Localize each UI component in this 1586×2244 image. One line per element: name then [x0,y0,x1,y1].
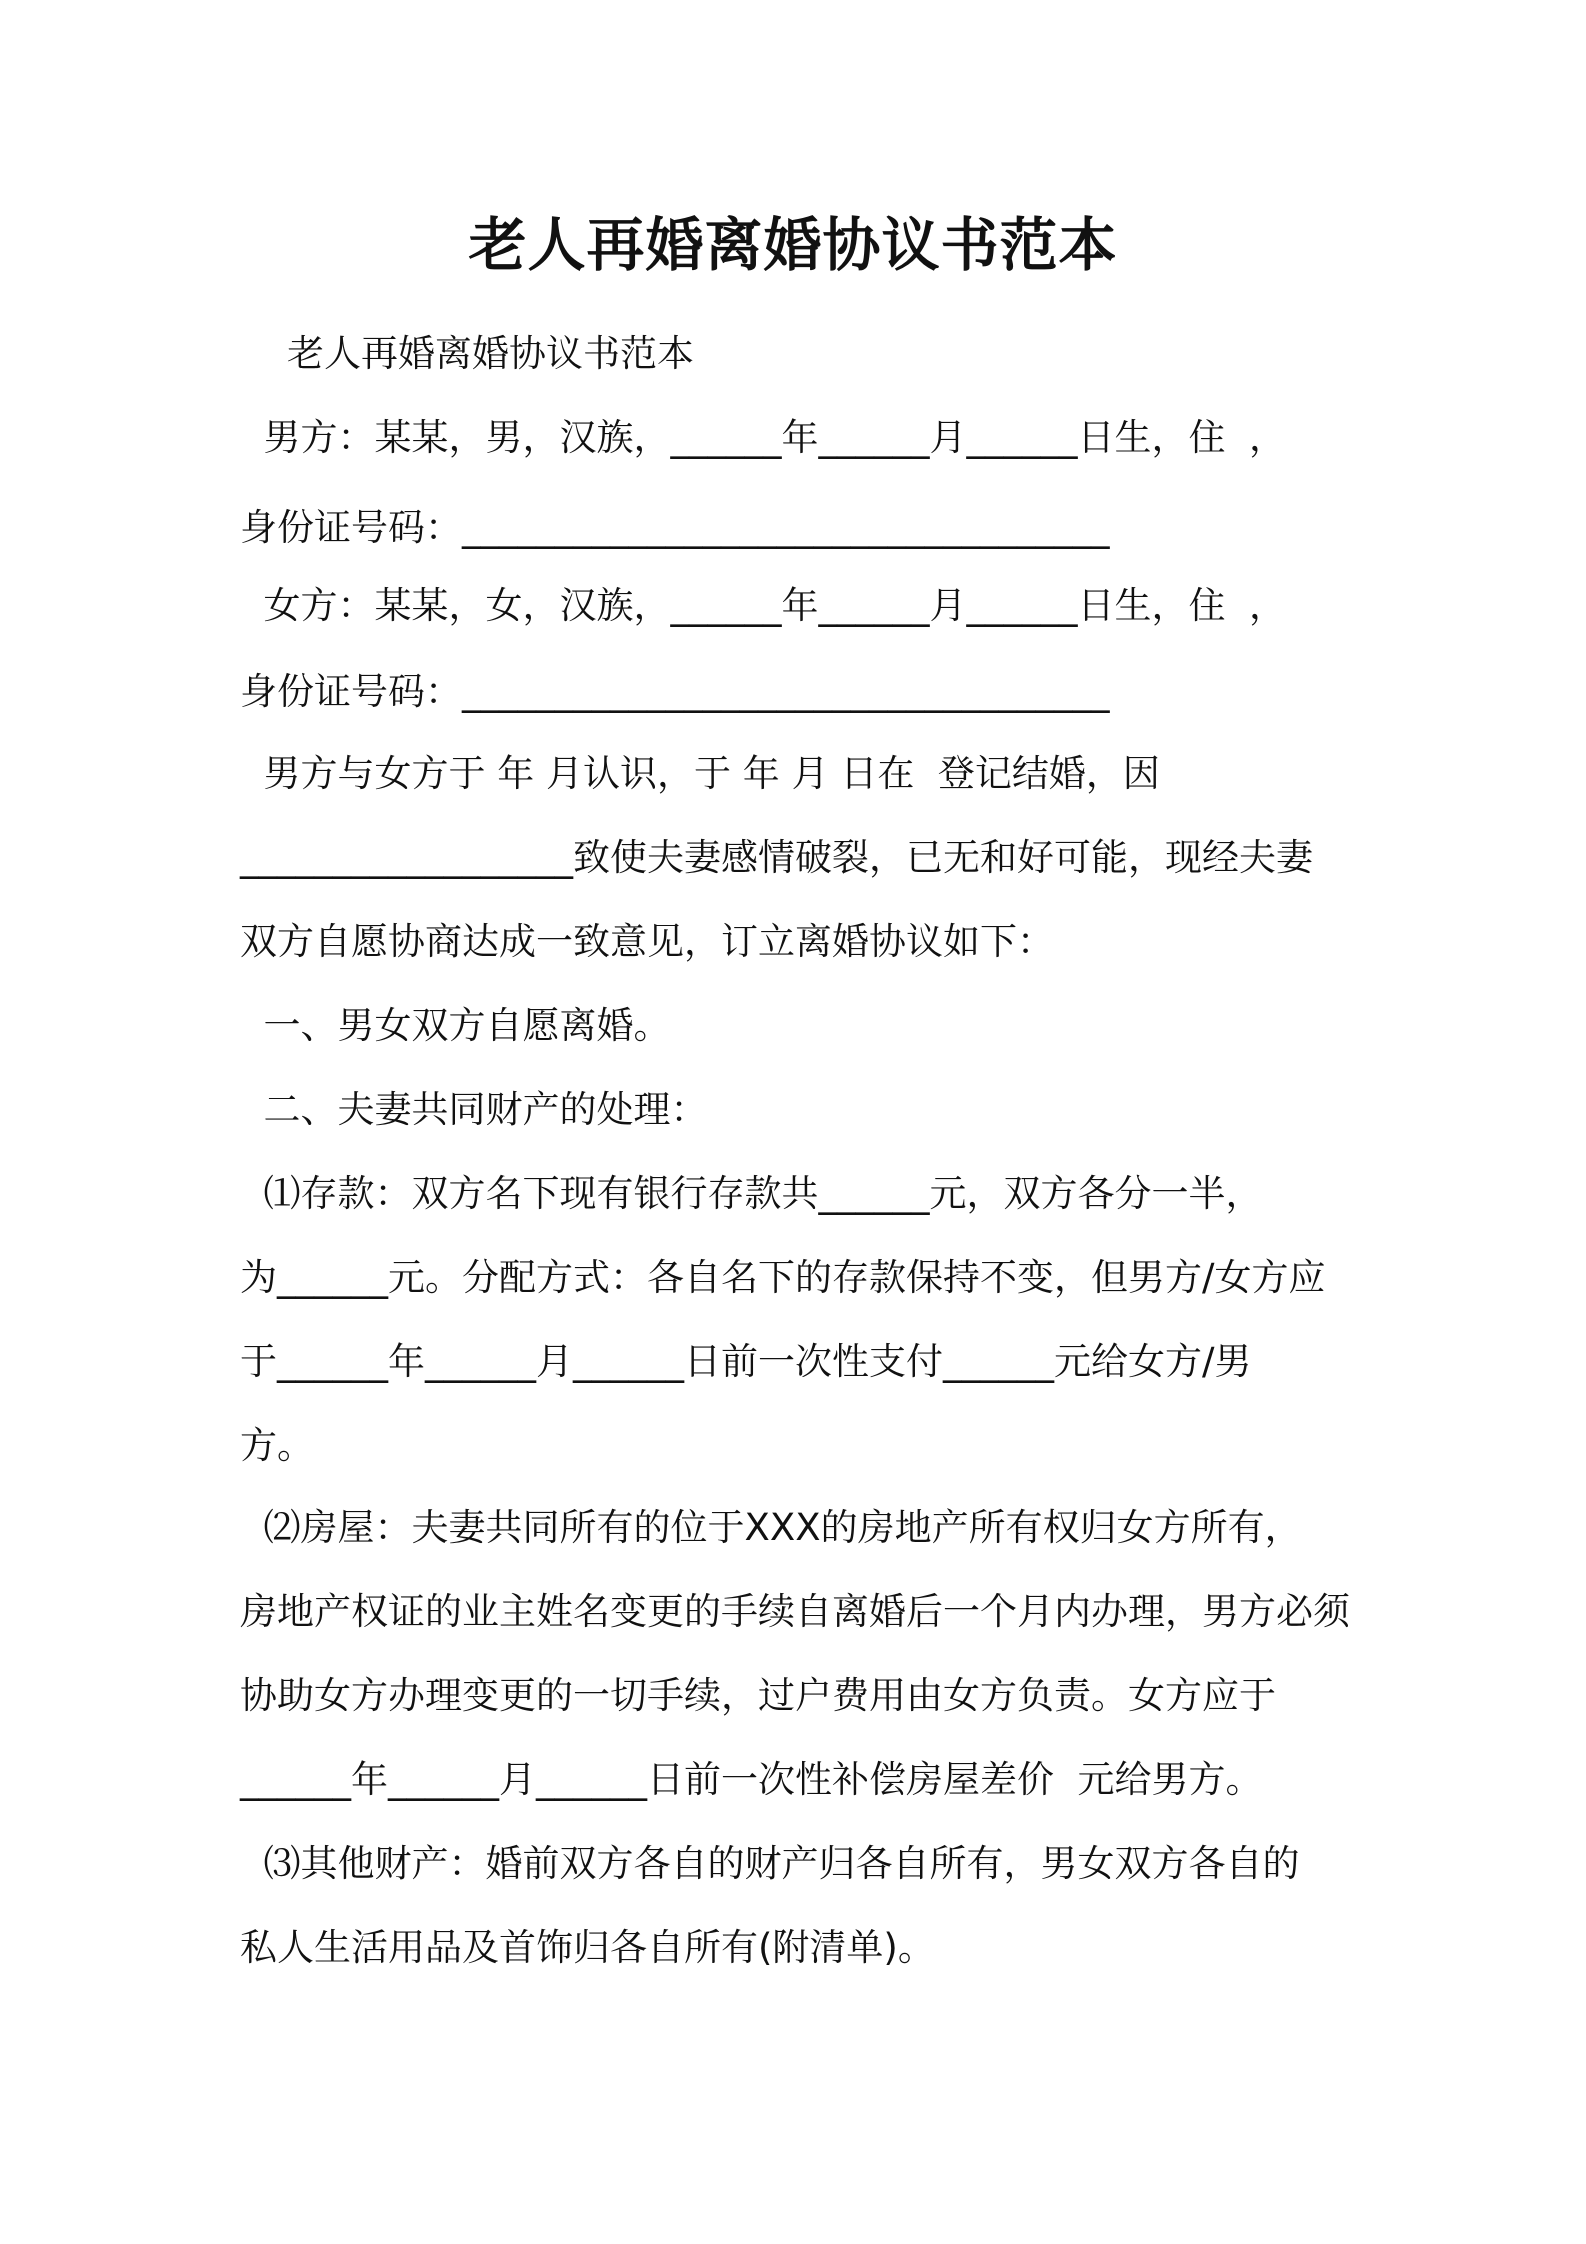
male-party-line: 男方：某某，男，汉族，______年______月______日生，住 ， [240,416,1287,459]
subtitle-line: 老人再婚离婚协议书范本 [240,332,695,375]
document-title: 老人再婚离婚协议书范本 [468,211,1118,279]
savings-line-1: ⑴存款：双方名下现有银行存款共______元，双方各分一半， [240,1172,1263,1215]
house-line-2: 房地产权证的业主姓名变更的手续自离婚后一个月内办理，男方必须 [240,1590,1350,1633]
marriage-paragraph-line-3: 双方自愿协商达成一致意见，订立离婚协议如下： [240,920,1054,963]
female-party-line: 女方：某某，女，汉族，______年______月______日生，住 ， [240,584,1287,627]
male-id-line: 身份证号码：___________________________________ [240,506,1110,549]
savings-line-4: 方。 [240,1424,314,1467]
savings-line-2: 为______元。分配方式：各自名下的存款保持不变，但男方/女方应 [240,1256,1326,1299]
clause-2-heading: 二、夫妻共同财产的处理： [240,1088,708,1131]
marriage-paragraph-line-1: 男方与女方于 年 月认识，于 年 月 日在 登记结婚，因 [240,752,1160,795]
savings-line-3: 于______年______月______日前一次性支付______元给女方/男 [240,1340,1252,1383]
house-line-3: 协助女方办理变更的一切手续，过户费用由女方负责。女方应于 [240,1674,1276,1717]
house-line-1: ⑵房屋：夫妻共同所有的位于XXX的房地产所有权归女方所有， [240,1506,1302,1549]
other-property-line-2: 私人生活用品及首饰归各自所有(附清单)。 [240,1926,935,1969]
house-line-4: ______年______月______日前一次性补偿房屋差价 元给男方。 [240,1758,1263,1801]
marriage-paragraph-line-2: __________________致使夫妻感情破裂，已无和好可能，现经夫妻 [240,836,1313,879]
female-id-line: 身份证号码：___________________________________ [240,670,1110,713]
clause-1-line: 一、男女双方自愿离婚。 [240,1004,671,1047]
other-property-line-1: ⑶其他财产：婚前双方各自的财产归各自所有，男女双方各自的 [240,1842,1300,1885]
